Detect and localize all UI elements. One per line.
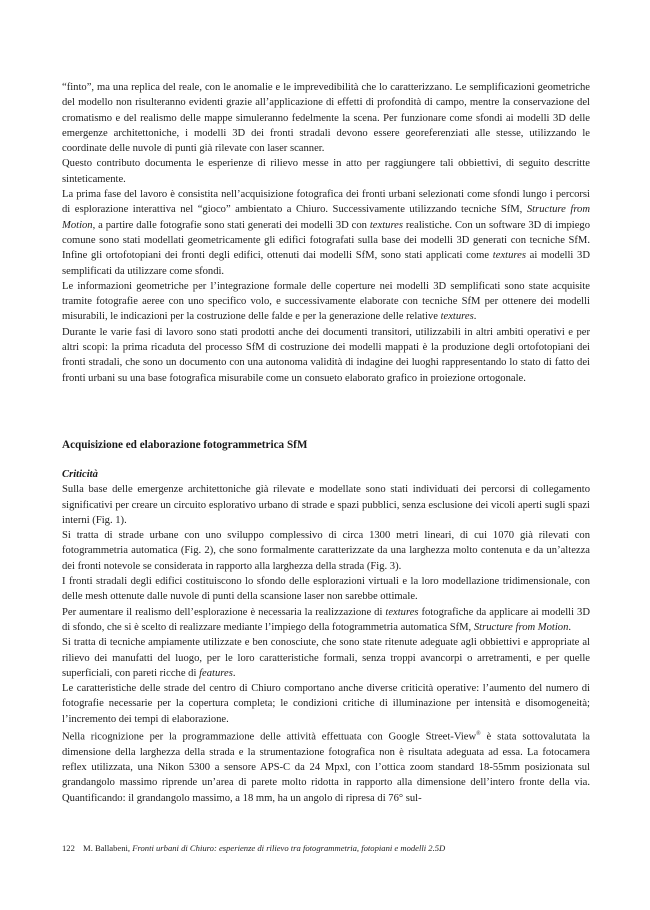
text-run: Nella ricognizione per la programmazione delle attività effettuata con Google Street-View [62,731,477,743]
text-run: realistiche. Con un software 3D di impiego comune sono stati modellati geometricamente gli edifici fotografati sulla base dei modelli 3D generati con tecniche SfM. Infine gli ortofotopiani dei fronti degli edifici, ottenuti dai modelli SfM, sono stati applicati come [62,219,590,262]
text-run: Durante le varie fasi di lavoro sono stati prodotti anche dei documenti transitori, utilizzabili in altri ambiti operativi e per altri scopi: la prima ricaduta del processo SfM di costruzione dei modelli mappati è la produzione degli ortofotopiani dei fronti stradali, che sono un documento con una autonoma validità di indagine dei luoghi rappresentando lo stato di fatto dei fronti urbani su una base fotografica misurabile come un consueto elaborato grafico in proiezione ortogonale. [62,326,590,384]
paragraph [62,681,590,727]
paragraph [62,635,590,681]
text-run: . [232,667,236,679]
footer-author: M. Ballabeni, [83,843,133,853]
body-text-bottom [62,467,590,806]
text-run: Le caratteristiche delle strade del centro di Chiuro comportano anche diverse criticità operative: l’aumento del numero di fotografie necessarie per la copertura completa; le condizioni critiche di illuminazione per intensità e disomogeneità; l’incremento dei tempi di elaborazione. [62,683,590,725]
text-run: Per aumentare il realismo dell’esplorazione è necessaria la realizzazione di [62,606,386,618]
paragraph [62,482,590,528]
paragraph [62,605,590,636]
text-run: . [473,311,477,323]
paragraph [62,279,590,325]
text-run: Le informazioni geometriche per l’integrazione formale delle coperture nei modelli 3D semplificati sono state acquisite tramite fotografie aeree con uno specifico volo, e successivamente elaborate con tecniche SfM per ottenere dei modelli misurabili, le indicazioni per la costruzione delle falde e per la generazione delle relative [62,280,590,323]
italic-term: textures [492,250,526,262]
body-text-top [62,80,590,386]
paragraph [62,187,590,279]
paragraph [62,80,590,156]
text-run: Questo contributo documenta le esperienze di rilievo messe in atto per raggiungere tali obbiettivi, di seguito descritte sinteticamente. [62,158,590,185]
text-run: Sulla base delle emergenze architettoniche già rilevate e modellate sono stati individuati dei percorsi di collegamento significativi per creare un circuito esplorativo urbano di strade e spazi pubblici, senza esclusione dei vicoli aperti sugli spazi interni (Fig. 1). [62,484,590,526]
section-heading: Acquisizione ed elaborazione fotogrammetrica SfM [62,439,308,451]
italic-term: textures [369,219,404,231]
text-run: ai modelli 3D semplificati da utilizzare come sfondi. [62,250,590,277]
page-footer [62,842,590,854]
text-run: I fronti stradali degli edifici costituiscono lo sfondo delle esplorazioni virtuali e la loro modellazione tridimensionale, con delle mesh ottenute dalle nuvole di punti della scansione laser non sarebbe ottimale. [62,576,590,603]
italic-term: textures [440,311,474,323]
paragraph [62,528,590,574]
page-number: 122 [62,843,75,853]
paragraph [62,727,590,806]
text-run: Si tratta di strade urbane con uno sviluppo complessivo di circa 1300 metri lineari, di cui 1070 già rilevati con fotogrammetria automatica (Fig. 2), che sono formalmente caratterizzate da una larghezza molto contenuta e da un’altezza dei fronti notevole se considerata in rapporto alla larghezza della strada (Fig. 3). [62,530,590,572]
registered-mark: ® [476,731,481,738]
italic-term: Structure from Motion [473,621,569,633]
italic-term: textures [385,606,419,618]
text-run: “finto”, ma una replica del reale, con le anomalie e le imprevedibilità che lo caratterizzano. Le semplificazioni geometriche del modello non risulteranno evidenti grazie all’applicazione di effetti di profondità di campo, mentre la conservazione del cromatismo e del realismo delle mappe simuleranno fedelmente la scena. Per funzionare come sfondi ai modelli 3D delle emergenze architettoniche, i modelli 3D dei fronti stradali devono essere georeferenziati alle stesse, utilizzando le coordinate delle nuvole di punti già rilevate con laser scanner. [62,82,590,155]
italic-term: features [199,667,233,679]
text-run: è stata sottovalutata la dimensione della larghezza della strada e la strumentazione fotografica non è risultata adeguata ad essa. La fotocamera reflex utilizzata, una Nikon 5300 a sensore APS-C da 24 Mpxl, con l’ottica zoom standard 18-55mm posizionata sul grandangolo massimo riprende un’area di parete molto ridotta in rapporto alla dimensione dell’intero fronte della via. Quantificando: il grandangolo massimo, a 18 mm, ha un angolo di ripresa di 76° sul- [62,731,590,804]
footer-title: Fronti urbani di Chiuro: esperienze di rilievo tra fotogrammetria, fotopiani e modelli 2.5D [132,843,446,853]
text-run: fotografiche da applicare ai modelli 3D di sfondo, che si è scelto di realizzare mediante l’impiego della fotogrammetria automatica SfM, [62,606,590,633]
subheading: Criticità [62,469,98,480]
text-run: La prima fase del lavoro è consistita nell’acquisizione fotografica dei fronti urbani selezionati come sfondi lungo i percorsi di esplorazione interattiva nel “gioco” ambientato a Chiuro. Successivamente utilizzando tecniche SfM, [62,189,590,216]
paragraph [62,325,590,386]
text-run: . [568,621,572,633]
paragraph [62,574,590,605]
text-run: Si tratta di tecniche ampiamente utilizzate e ben conosciute, che sono state ritenute adeguate agli obbiettivi e appropriate al rilievo dei manufatti del luogo, per le loro caratteristiche formali, senza troppi avancorpi o arretramenti, e per quelle superficiali, con pareti ricche di [62,637,590,679]
text-run: , a partire dalle fotografie sono stati generati dei modelli 3D con [92,219,370,231]
paragraph [62,156,590,187]
italic-term: Structure from Motion [62,204,590,231]
